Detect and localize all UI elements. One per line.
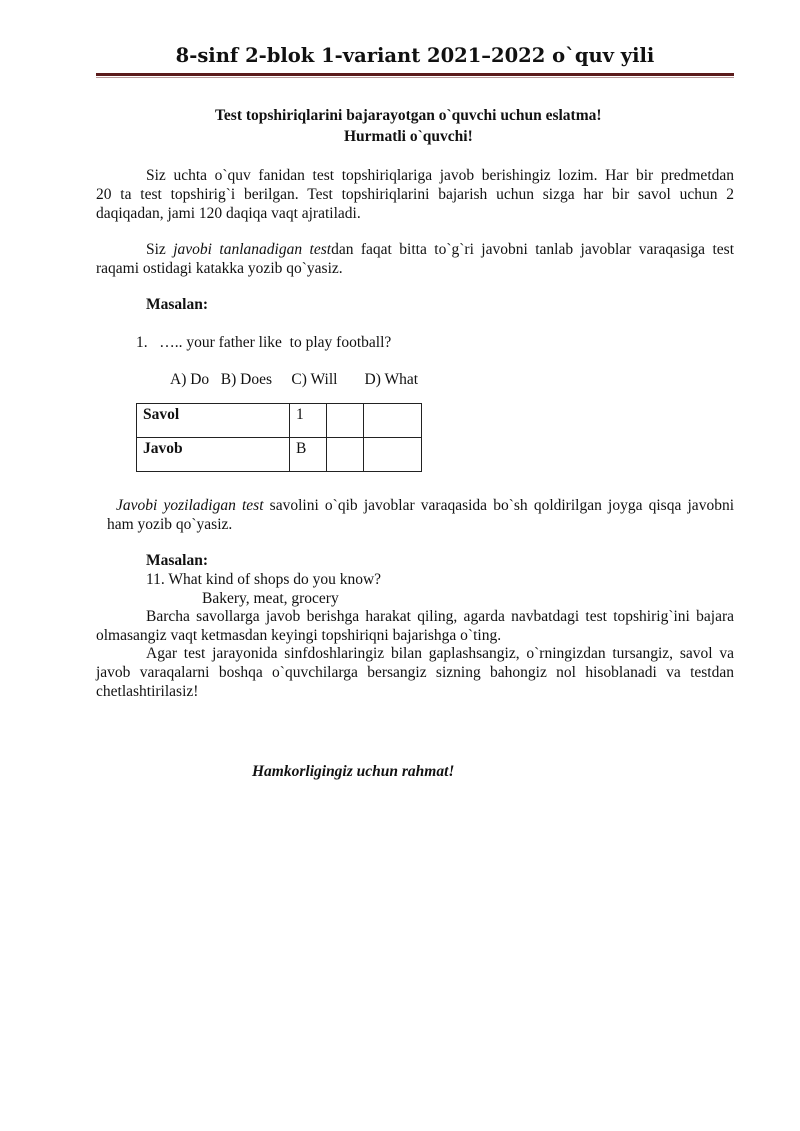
para5-line1: Agar test jarayonida sinfdoshlaringiz bilan gaplashsangiz, o`rningizdan tursangiz, savol va: [146, 645, 734, 662]
table-cell-empty: [327, 438, 364, 472]
example1-heading: Masalan:: [146, 296, 208, 313]
table-cell-javob-value: B: [290, 438, 327, 472]
para4-line1: Barcha savollarga javob berishga harakat qiling, agarda navbatdagi test topshirig`ini bajara: [146, 608, 734, 625]
notice-greeting: Hurmatli o`quvchi!: [344, 128, 473, 145]
header-rule-thin: [96, 77, 734, 78]
para4-line2: olmasangiz vaqt ketmasdan keyingi topshiriqni bajarishga o`ting.: [96, 627, 502, 644]
para1-line3: daqiqadan, jami 120 daqiqa vaqt ajratiladi.: [96, 205, 361, 222]
para2-prefix: Siz: [146, 241, 174, 258]
para1-line1: Siz uchta o`quv fanidan test topshiriqlariga javob berishingiz lozim. Har bir predmetdan: [146, 167, 734, 184]
example1-options: A) Do B) Does C) Will D) What: [170, 371, 419, 388]
table-cell-empty: [364, 404, 422, 438]
para3-italic: Javobi yoziladigan test: [116, 497, 264, 514]
para5-line2: javob varaqalarni boshqa o`quvchilarga bersangiz sizning bahongiz nol hisoblanadi va testdan: [96, 664, 734, 681]
para2-rest: dan faqat bitta to`g`ri javobni tanlab javoblar varaqasiga test: [331, 241, 734, 258]
example2-answer: Bakery, meat, grocery: [202, 590, 339, 607]
table-cell-empty: [364, 438, 422, 472]
para3-rest: savolini o`qib javoblar varaqasida bo`sh qoldirilgan joyga qisqa javobni: [263, 497, 734, 514]
para5-line3: chetlashtirilasiz!: [96, 683, 199, 700]
table-cell-javob: Javob: [137, 438, 290, 472]
table-cell-empty: [327, 404, 364, 438]
example2-heading: Masalan:: [146, 552, 208, 569]
para2-line2: raqami ostidagi katakka yozib qo`yasiz.: [96, 260, 343, 277]
page-title: 8-sinf 2-blok 1-variant 2021–2022 o`quv yili: [175, 44, 655, 67]
para2-line1: [146, 240, 734, 260]
table-row: [137, 438, 422, 472]
notice-title: Test topshiriqlarini bajarayotgan o`quvchi uchun eslatma!: [215, 107, 602, 124]
para2-italic: javobi tanlanadigan test: [173, 241, 332, 258]
answer-table: [136, 403, 422, 472]
example2-question: 11. What kind of shops do you know?: [146, 571, 382, 588]
para3-line2: ham yozib qo`yasiz.: [107, 516, 233, 533]
table-row: [137, 404, 422, 438]
table-cell-savol: Savol: [137, 404, 290, 438]
para1-line2: 20 ta test topshirig`i berilgan. Test topshiriqlarini bajarish uchun sizga har bir savol uchun 2: [96, 186, 734, 203]
para3-line1: [116, 496, 734, 516]
table-cell-savol-value: 1: [290, 404, 327, 438]
header-rule: [96, 73, 734, 76]
closing-text: Hamkorligingiz uchun rahmat!: [252, 763, 455, 780]
example1-question: 1. ….. your father like to play football?: [136, 334, 392, 351]
